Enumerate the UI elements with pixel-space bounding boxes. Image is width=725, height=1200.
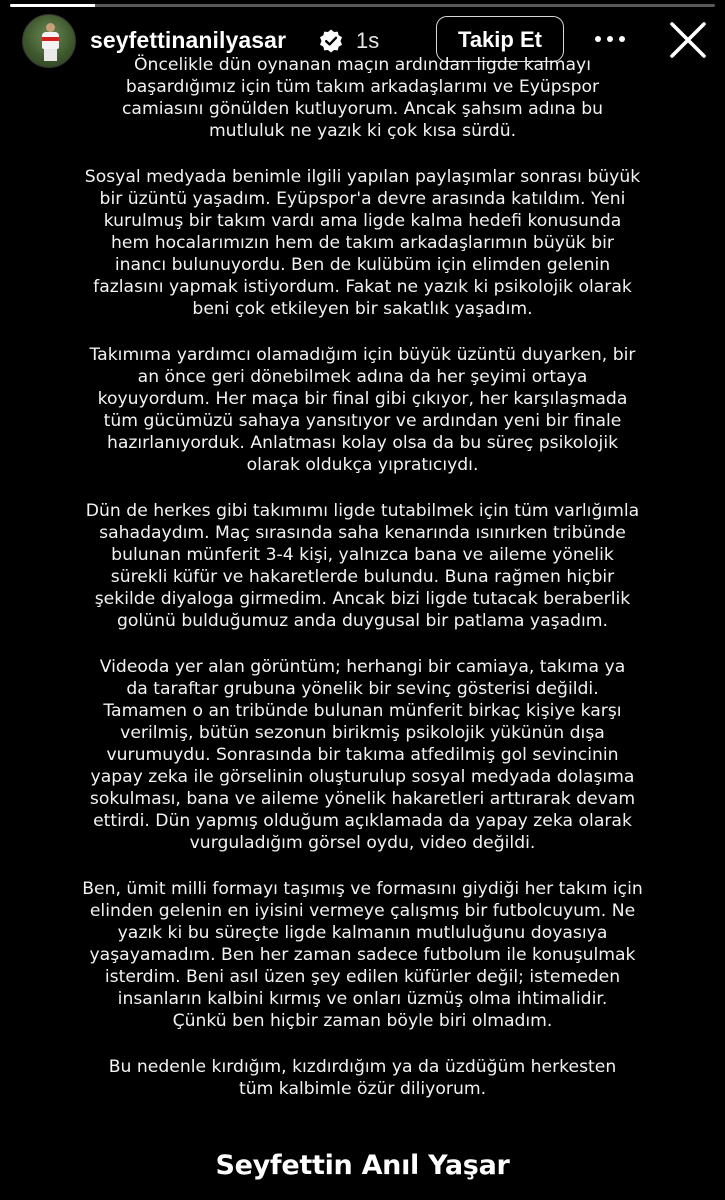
statement-line: vurumuydu. Sonrasında bir takıma atfedilmiş gol sevincinin [106, 745, 619, 765]
statement-line: sahadaydım. Maç sırasında saha kenarında ısınırken tribünde [99, 523, 626, 543]
statement-line: isterdim. Beni asıl üzen şey edilen küfürler değil; istemeden [104, 967, 621, 987]
statement-line: an önce geri dönebilmek adına da her şeyimi ortaya [137, 367, 588, 387]
statement-line: Videoda yer alan görüntüm; herhangi bir camiaya, takıma ya [99, 657, 626, 677]
avatar-figure-head [46, 23, 55, 32]
statement-line: Çünkü ben hiçbir zaman böyle biri olmadım. [172, 1011, 553, 1031]
statement-line: verilmiş, bütün sezonun birikmiş psikolojik yükünün dışa [120, 723, 605, 743]
statement-line: da taraftar grubuna yönelik bir sevinç gösterisi değildi. [126, 679, 599, 699]
statement-line: kurulmuş bir takım vardı ama ligde kalma hedefi konusunda [103, 211, 622, 231]
statement-line: tüm kalbimle özür diliyorum. [238, 1079, 487, 1099]
statement-paragraph [30, 54, 695, 142]
username[interactable]: seyfettinanilyasar [90, 27, 287, 53]
statement-line: yaşayamadım. Ben her zaman sadece futbolum ile konuşulmak [89, 945, 636, 965]
statement-line: Ben, ümit milli formayı taşımış ve formasını giydiği her takım için [82, 879, 643, 899]
statement-paragraph [30, 878, 695, 1032]
statement-line: vurguladığım görsel oydu, video değildi. [189, 833, 536, 853]
statement-line: yapay zeka ile görselinin oluşturulup sosyal medyada dolaşıma [90, 767, 635, 787]
statement-line: insanların kalbini kırmış ve onları üzmüş olma ihtimalidir. [117, 989, 608, 1009]
statement-line: ettirdi. Dün yapmış olduğum açıklamada da yapay zeka olarak [93, 811, 632, 831]
statement-line: Öncelikle dün oynanan maçın ardından ligde kalmayı [134, 55, 591, 75]
statement-line: tüm gücümüzü sahaya yansıtıyor ve ardından yeni bir finale [103, 411, 622, 431]
statement-line: golünü bulduğumuz anda duygusal bir patlama yaşadım. [116, 611, 608, 631]
statement-paragraph [30, 344, 695, 476]
statement-line: şekilde diyaloga girmedim. Ancak bizi ligde tutacak beraberlik [94, 589, 631, 609]
statement-line: başardığımız için tüm takım arkadaşlarımı ve Eyüpspor [125, 77, 600, 97]
statement-paragraph [30, 1056, 695, 1100]
statement-line: sokulması, bana ve aileme yönelik hakaretleri arttırarak devam [89, 789, 636, 809]
statement-line: Bu nedenle kırdığım, kızdırdığım ya da üzdüğüm herkesten [108, 1057, 617, 1077]
follow-button[interactable]: Takip Et [436, 16, 564, 62]
statement-line: camiasını gönülden kutluyorum. Ancak şahsım adına bu [121, 99, 604, 119]
more-horizontal-icon[interactable] [590, 22, 630, 56]
statement-line: koyuyordum. Her maça bir final gibi çıkıyor, her karşılaşmada [97, 389, 628, 409]
post-time: 1s [356, 28, 380, 53]
statement-line: hem hocalarımızın hem de takım arkadaşlarımın büyük bir [111, 233, 614, 253]
statement-line: elinden gelenin en iyisini vermeye çalışmış bir futbolcuyum. Ne [89, 901, 636, 921]
verified-badge-icon [318, 28, 344, 54]
statement-paragraph [30, 500, 695, 632]
statement-line: Dün de herkes gibi takımımı ligde tutabilmek için tüm varlığımla [85, 501, 640, 521]
story-progress-bar [10, 4, 715, 7]
statement-line: Takımıma yardımcı olamadığım için büyük üzüntü duyarken, bir [89, 345, 636, 365]
statement-line: olarak oldukça yıpratıcıydı. [246, 455, 479, 475]
statement-line: Tamamen o an tribünde bulunan münferit birkaç kişiye karşı [103, 701, 622, 721]
statement-line: sürekli küfür ve hakaretlerde bulundu. Buna rağmen hiçbir [110, 567, 615, 587]
statement-paragraph [30, 656, 695, 854]
statement-line: beni çok etkileyen bir sakatlık yaşadım. [192, 299, 533, 319]
statement-line: mutluluk ne yazık ki çok kısa sürdü. [208, 121, 517, 141]
statement-line: fazlasını yapmak istiyordum. Fakat ne yazık ki psikolojik olarak [93, 277, 632, 297]
statement-text [30, 54, 695, 1124]
statement-line: bir üzüntü yaşadım. Eyüpspor'a devre arasında katıldım. Yeni [99, 189, 626, 209]
signature: Seyfettin Anıl Yaşar [215, 1150, 510, 1181]
story-progress-fill [10, 4, 95, 7]
avatar-figure-stripe [42, 37, 59, 41]
statement-line: yazık ki bu süreçte ligde kalmanın mutluluğunu doyasıya [117, 923, 608, 943]
statement-paragraph [30, 166, 695, 320]
statement-line: hazırlanıyorduk. Anlatması kolay olsa da bu süreç psikolojik [106, 433, 619, 453]
statement-line: bulunan münferit 3-4 kişi, yalnızca bana ve aileme yönelik [111, 545, 614, 565]
statement-line: Sosyal medyada benimle ilgili yapılan paylaşımlar sonrası büyük [84, 167, 641, 187]
statement-line: inancı bulunuyordu. Ben de kulübüm için elimden gelenin [114, 255, 611, 275]
